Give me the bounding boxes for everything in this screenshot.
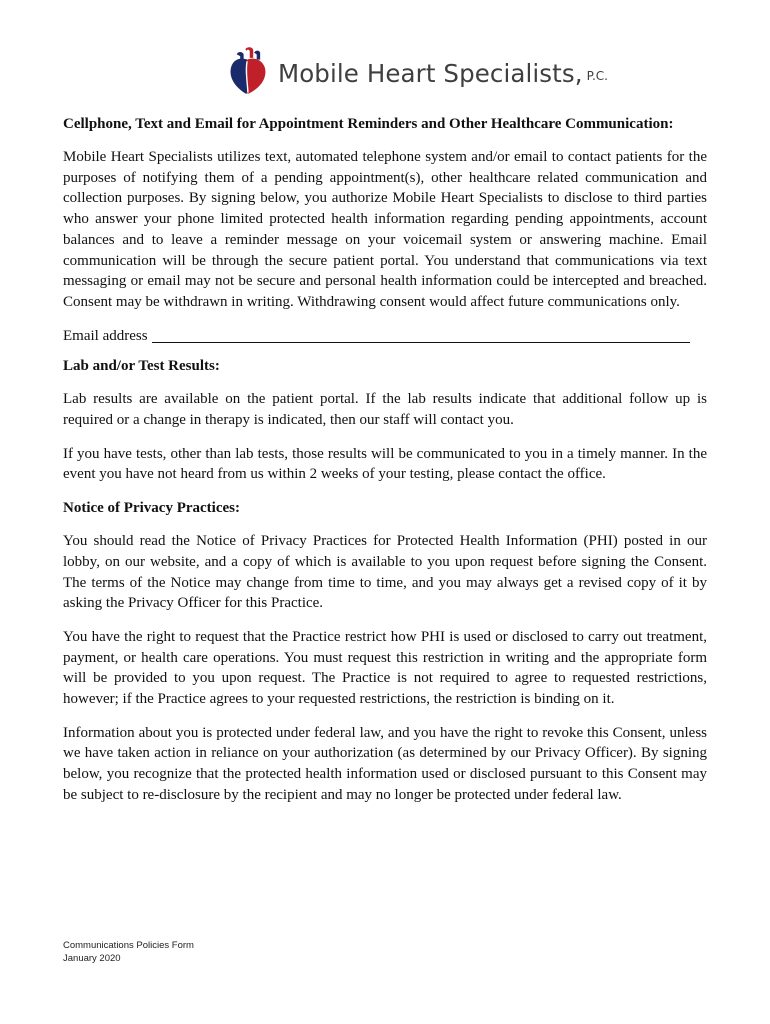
- privacy-paragraph-restriction: You have the right to request that the Practice restrict how PHI is used or disclosed to carry out treatment, payment, or health care operations. You must request this restriction in writing and the appropriate form will be provided to you upon request. The Practice is not required to agree to requested restrictions, however; if the Practice agrees to your requested restrictions, the restriction is binding on it.: [63, 628, 707, 708]
- email-address-row: [63, 326, 707, 347]
- privacy-paragraph-notice: You should read the Notice of Privacy Practices for Protected Health Information (PHI) posted in our lobby, on our website, and a copy of which is available to you upon request before signing the Consent. The terms of the Notice may change from time to time, and you may always get a revised copy of it by asking the Privacy Officer for this Practice.: [63, 533, 707, 612]
- communication-heading: Cellphone, Text and Email for Appointment Reminders and Other Healthcare Communication:: [63, 116, 674, 132]
- email-address-label: Email address: [63, 327, 148, 344]
- privacy-paragraph-protection: Information about you is protected under federal law, and you have the right to revoke this Consent, unless we have taken action in reliance on your authorization (as determined by our Privacy Officer). By signing below, you recognize that the protected health information used or disclosed pursuant to this Consent may be subject to re-disclosure by the recipient and may no longer be protected under federal law.: [63, 724, 707, 803]
- lab-results-paragraph: Lab results are available on the patient portal. If the lab results indicate that additional follow up is required or a change in therapy is indicated, then our staff will contact you.: [63, 391, 707, 429]
- privacy-heading: Notice of Privacy Practices:: [63, 500, 240, 517]
- test-results-paragraph: If you have tests, other than lab tests, those results will be communicated to you in a timely manner. In the event you have not heard from us within 2 weeks of your testing, please contact the office.: [63, 445, 707, 483]
- brand-name: Mobile Heart Specialists,: [277, 58, 583, 88]
- company-logo: [228, 40, 608, 100]
- lab-results-heading: Lab and/or Test Results:: [63, 358, 220, 375]
- page-footer: [63, 939, 194, 965]
- document-body: [63, 114, 707, 819]
- footer-date: January 2020: [63, 953, 121, 964]
- heart-icon: [228, 42, 268, 98]
- email-address-field[interactable]: [152, 326, 690, 343]
- footer-form-name: Communications Policies Form: [63, 940, 194, 951]
- communication-paragraph: Mobile Heart Specialists utilizes text, automated telephone system and/or email to contact patients for the purposes of notifying them of a pending appointment(s), other healthcare related communication and collection purposes. By signing below, you authorize Mobile Heart Specialists to disclose to third parties who answer your phone limited protected health information regarding pending appointments, account balances and to leave a reminder message on your voicemail system or answering machine. Email communication will be through the secure patient portal. You understand that communications via text messaging or email may not be secure and personal health information could be intercepted and breached. Consent may be withdrawn in writing. Withdrawing consent would affect future communications only.: [63, 149, 707, 310]
- brand-suffix: P.C.: [586, 69, 608, 83]
